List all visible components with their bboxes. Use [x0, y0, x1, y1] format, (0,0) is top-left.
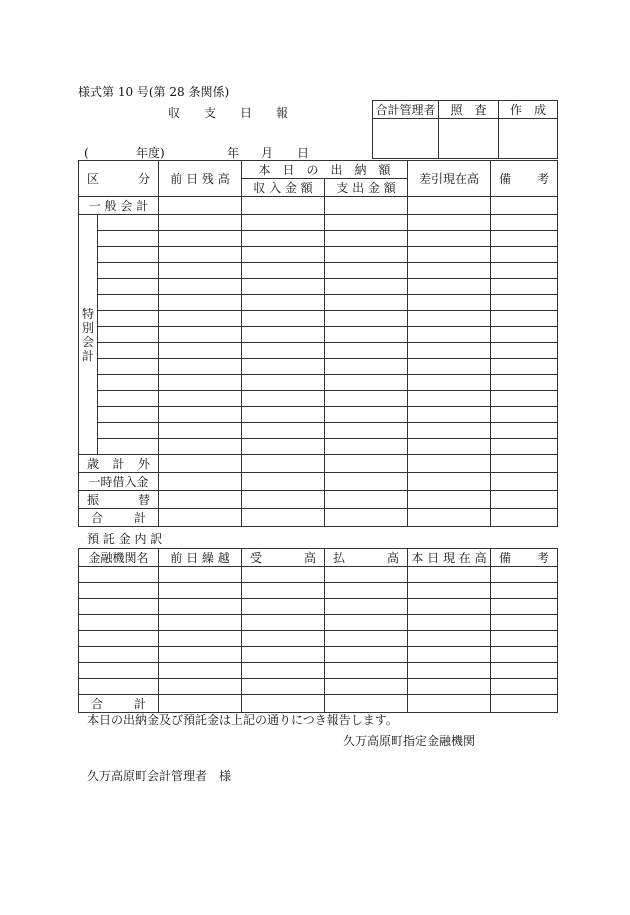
deposit-header-received: 受 高 [242, 549, 325, 567]
header-remarks: 備 考 [491, 161, 558, 197]
deposit-header-carried: 前 日 繰 越 [159, 549, 242, 567]
deposit-section-title: 預 託 金 内 訳 [87, 532, 163, 546]
row-special-account-label: 特 別 会 計 [79, 215, 98, 455]
page-title: 収 支 日 報 [168, 106, 289, 120]
deposit-row-total: 合 計 [79, 695, 159, 713]
designated-institution: 久万高原町指定金融機関 [343, 734, 476, 748]
year-label: 年 [227, 146, 240, 160]
form-number: 様式第 10 号(第 28 条関係) [78, 85, 230, 99]
fiscal-year-label: 年度) [136, 146, 165, 160]
row-outside-budget: 歳 計 外 [79, 455, 159, 473]
header-balance: 差引現在高 [408, 161, 491, 197]
deposit-header-bank: 金融機関名 [79, 549, 159, 567]
deposit-header-paid: 払 高 [325, 549, 408, 567]
fiscal-year-open-paren: ( [84, 146, 89, 160]
approval-header-create: 作 成 [499, 101, 558, 119]
header-category: 区 分 [79, 161, 159, 197]
addressee: 久万高原町会計管理者 様 [87, 769, 232, 783]
deposit-table [78, 548, 558, 713]
header-prev-balance: 前 日 残 高 [159, 161, 242, 197]
approval-header-manager: 合計管理者 [373, 101, 439, 119]
approval-seal-check[interactable] [439, 119, 499, 159]
approval-seal-manager[interactable] [373, 119, 439, 159]
day-label: 日 [297, 146, 310, 160]
row-temporary-loan: 一時借入金 [79, 473, 159, 491]
row-transfer: 振 替 [79, 491, 159, 509]
approval-seal-create[interactable] [499, 119, 558, 159]
row-total: 合 計 [79, 509, 159, 527]
deposit-header-current: 本 日 現 在 高 [408, 549, 491, 567]
header-today-amounts: 本 日 の 出 納 額 [242, 161, 408, 179]
deposit-header-remarks: 備 考 [491, 549, 558, 567]
header-income: 収 入 金 額 [242, 179, 325, 197]
approval-header-check: 照 査 [439, 101, 499, 119]
row-general-account: 一 般 会 計 [79, 197, 159, 215]
header-expense: 支 出 金 額 [325, 179, 408, 197]
approval-box [372, 100, 558, 159]
month-label: 月 [261, 146, 274, 160]
main-ledger-table [78, 160, 558, 527]
report-statement: 本日の出納金及び預託金は上記の通りにつき報告します。 [87, 713, 398, 727]
